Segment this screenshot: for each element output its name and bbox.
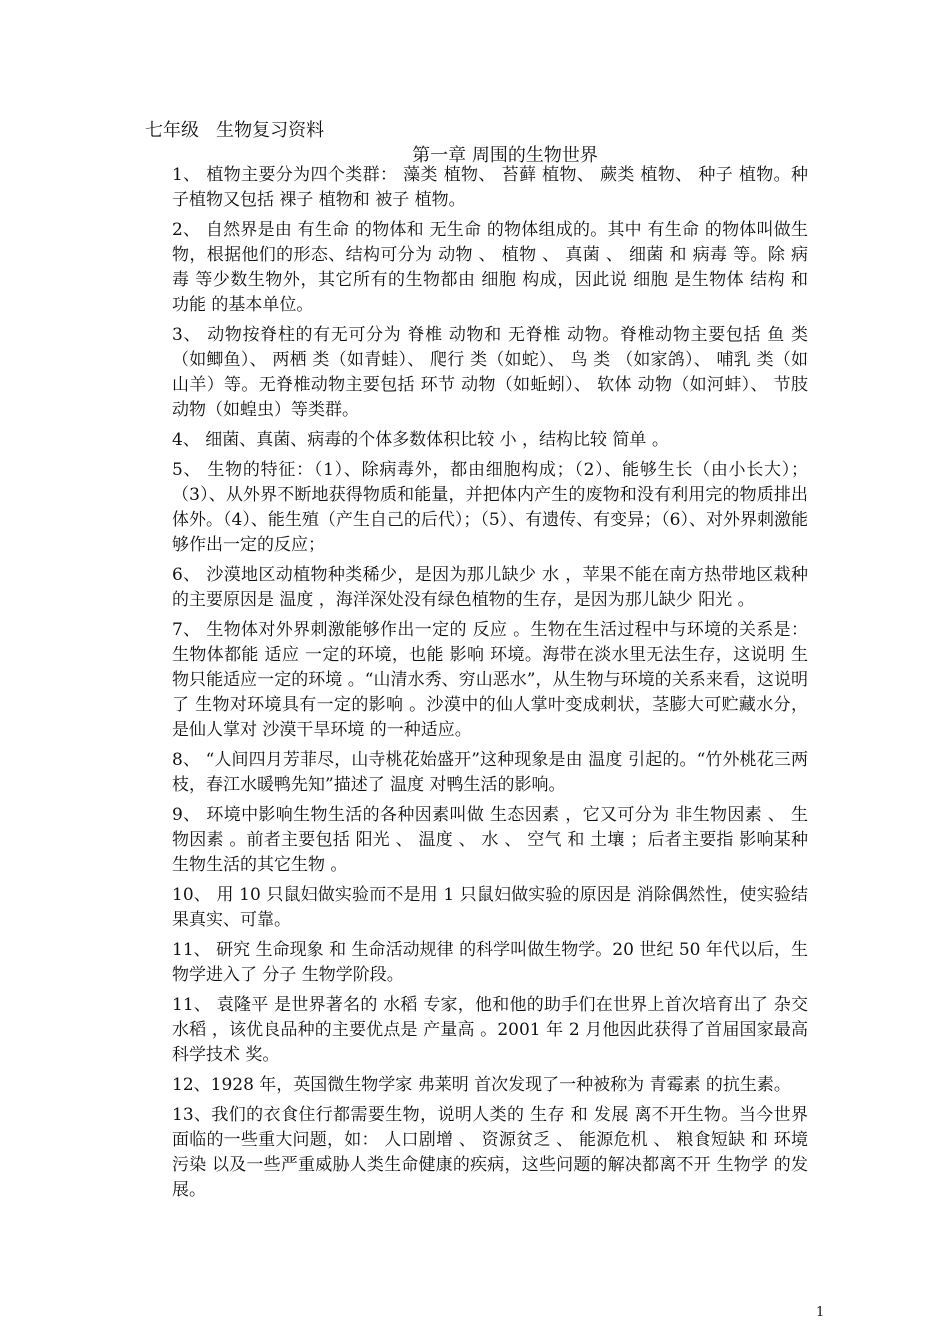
question-item-10: 10、 用 10 只鼠妇做实验而不是用 1 只鼠妇做实验的原因是 消除偶然性，使实验结果真实、可靠。 [172, 885, 808, 930]
question-item-4: 4、 细菌、真菌、病毒的个体多数体积比较 小 ，结构比较 简单 。 [172, 430, 669, 450]
page-number: 1 [816, 1305, 825, 1320]
question-item-2: 2、 自然界是由 有生命 的物体和 无生命 的物体组成的。其中 有生命 的物体叫做生物，根据他们的形态、结构可分为 动物 、 植物 、 真菌 、 细菌 和 病毒 等。除 病毒 等少数生物外，其它所有的生物都由 细胞 构成，因此说 细胞 是生物体 结构 和 功能 的基本单位。 [172, 220, 808, 315]
question-item-1: 1、 植物主要分为四个类群： 藻类 植物、 苔藓 植物、 蕨类 植物、 种子 植物。种子植物又包括 裸子 植物和 被子 植物。 [172, 165, 808, 210]
question-item-7: 7、 生物体对外界刺激能够作出一定的 反应 。生物在生活过程中与环境的关系是：生物体都能 适应 一定的环境，也能 影响 环境。海带在淡水里无法生存，这说明 生物只能适应一定的环境 。“山清水秀、穷山恶水”，从生物与环境的关系来看，这说明了 生物对环境具有一定的影响 。沙漠中的仙人掌叶变成刺状，茎膨大可贮藏水分，是仙人掌对 沙漠干旱环境 的一种适应。 [172, 620, 808, 740]
question-item-5: 5、 生物的特征：（1）、除病毒外，都由细胞构成；（2）、能够生长（由小长大）；（3）、从外界不断地获得物质和能量，并把体内产生的废物和没有利用完的物质排出体外。（4）、能生殖（产生自己的后代）；（5）、有遗传、有变异；（6）、对外界刺激能够作出一定的反应； [172, 460, 808, 555]
chapter-title: 第一章 周围的生物世界 [412, 145, 598, 166]
question-item-3: 3、 动物按脊柱的有无可分为 脊椎 动物和 无脊椎 动物。脊椎动物主要包括 鱼 类（如鲫鱼）、 两栖 类（如青蛙）、 爬行 类（如蛇）、 鸟 类 （如家鸽）、 哺乳 类（如山羊）等。无脊椎动物主要包括 环节 动物（如蚯蚓）、 软体 动物（如河蚌）、 节肢 动物（如蝗虫）等类群。 [172, 325, 808, 420]
document-header: 七年级 生物复习资料 [145, 120, 325, 141]
question-item-8: 8、 “人间四月芳菲尽，山寺桃花始盛开”这种现象是由 温度 引起的。“竹外桃花三两枝，春江水暖鸭先知”描述了 温度 对鸭生活的影响。 [172, 750, 808, 795]
question-item-13: 13、我们的衣食住行都需要生物，说明人类的 生存 和 发展 离不开生物。当今世界面临的一些重大问题，如： 人口剧增 、 资源贫乏 、 能源危机 、 粮食短缺 和 环境污染 以及一些严重威胁人类生命健康的疾病，这些问题的解决都离不开 生物学 的发展。 [172, 1105, 808, 1200]
question-list [172, 163, 808, 1208]
question-item-11b: 11、 袁隆平 是世界著名的 水稻 专家，他和他的助手们在世界上首次培育出了 杂交水稻 ，该优良品种的主要优点是 产量高 。2001 年 2 月他因此获得了首届国家最高 科学技术 奖。 [172, 995, 808, 1065]
question-item-6: 6、 沙漠地区动植物种类稀少，是因为那儿缺少 水 ，苹果不能在南方热带地区栽种的主要原因是 温度 ，海洋深处没有绿色植物的生存，是因为那儿缺少 阳光 。 [172, 565, 808, 610]
question-item-11a: 11、 研究 生命现象 和 生命活动规律 的科学叫做生物学。20 世纪 50 年代以后，生物学进入了 分子 生物学阶段。 [172, 940, 808, 985]
question-item-9: 9、 环境中影响生物生活的各种因素叫做 生态因素 ，它又可分为 非生物因素 、 生物因素 。前者主要包括 阳光 、 温度 、 水 、 空气 和 土壤 ；后者主要指 影响某种生物生活的其它生物 。 [172, 805, 808, 875]
question-item-12: 12、1928 年，英国微生物学家 弗莱明 首次发现了一种被称为 青霉素 的抗生素。 [172, 1075, 791, 1095]
